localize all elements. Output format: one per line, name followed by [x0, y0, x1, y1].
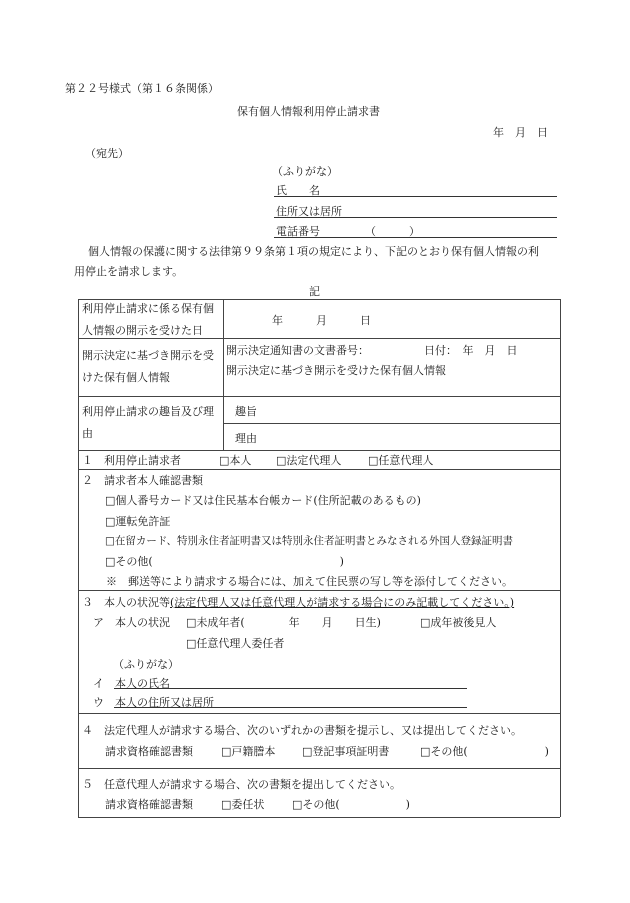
intro-line-1: 個人情報の保護に関する法律第９９条第１項の規定により、下記のとおり保有個人情報の利	[88, 245, 539, 258]
row-divider-3	[78, 450, 560, 451]
section3-a-label: ア 本人の状況	[93, 616, 170, 629]
row2-label: 開示決定に基づき開示を受けた保有個人情報	[82, 349, 214, 384]
section4-label: ４ 法定代理人が請求する場合、次のいずれかの書類を提示し、又は提出してください。	[82, 724, 522, 737]
row-divider-6	[78, 713, 560, 714]
row1-date-field[interactable]: 年 月 日	[272, 314, 371, 327]
section3-label-note: (法定代理人又は任意代理人が請求する場合にのみ記載してください。)	[170, 596, 515, 609]
requester-phone-label: 電話番号	[276, 225, 320, 238]
row-divider-7	[78, 768, 560, 769]
section2-note: ※ 郵送等により請求する場合には、加えて住民票の写し等を添付してください。	[106, 575, 513, 588]
legal-doc-registry-certificate-checkbox[interactable]: □登記事項証明書	[302, 745, 390, 758]
label-column-divider	[223, 299, 224, 450]
table-left-border	[78, 299, 79, 817]
section5-label: ５ 任意代理人が請求する場合、次の書類を提出してください。	[82, 778, 401, 791]
row3-inner-divider	[223, 423, 560, 424]
requester-name-label: 氏 名	[276, 184, 320, 197]
form-number: 第２２号様式（第１６条関係）	[65, 82, 219, 95]
row-divider-2	[78, 396, 560, 397]
requester-type-self-checkbox[interactable]: □本人	[219, 454, 252, 467]
table-right-border	[560, 299, 561, 817]
row-divider-5	[78, 590, 560, 591]
row2-notice-date[interactable]: 日付： 年 月 日	[424, 344, 518, 357]
row-divider-4	[78, 469, 560, 470]
id-doc-residence-card-checkbox[interactable]: □在留カード、特別永住者証明書又は特別永住者証明書とみなされる外国人登録証明書	[105, 535, 513, 547]
status-minor-checkbox[interactable]: □未成年者( 年 月 日生)	[186, 616, 381, 629]
row3-label: 利用停止請求の趣旨及び理由	[82, 405, 214, 440]
row1-label: 利用停止請求に係る保有個人情報の開示を受けた日	[82, 302, 214, 337]
id-doc-my-number-checkbox[interactable]: □個人番号カード又は住民基本台帳カード(住所記載のあるもの)	[105, 494, 421, 507]
requester-phone-parens: （ ）	[365, 225, 420, 238]
principal-name-label: イ 本人の氏名	[93, 677, 170, 690]
section3-label	[82, 594, 514, 610]
intro-line-2: 用停止を請求します。	[74, 265, 184, 278]
row3-purpose[interactable]: 趣旨	[235, 405, 257, 418]
requester-phone-line[interactable]	[274, 237, 557, 238]
section2-label: ２ 請求者本人確認書類	[82, 474, 203, 487]
status-delegator-checkbox[interactable]: □任意代理人委任者	[186, 637, 285, 650]
principal-furigana-label: （ふりがな）	[113, 658, 179, 671]
legal-doc-other-checkbox[interactable]: □その他( )	[420, 745, 549, 758]
requester-address-line[interactable]	[274, 217, 557, 218]
section4-docs-label: 請求資格確認書類	[105, 745, 193, 758]
voluntary-doc-other-checkbox[interactable]: □その他( )	[292, 798, 410, 811]
requester-address-label: 住所又は居所	[276, 205, 342, 218]
table-bottom-border	[78, 817, 560, 818]
row3-reason[interactable]: 理由	[235, 432, 257, 445]
row2-doc-number[interactable]: 開示決定通知書の文書番号：	[226, 344, 369, 357]
ki-heading: 記	[309, 285, 320, 298]
section5-docs-label: 請求資格確認書類	[105, 798, 193, 811]
id-doc-other-checkbox[interactable]: □その他( )	[105, 555, 344, 568]
page-title: 保有個人情報利用停止請求書	[237, 105, 380, 118]
requester-type-legal-agent-checkbox[interactable]: □法定代理人	[276, 454, 342, 467]
principal-name-line[interactable]	[114, 688, 467, 689]
requester-type-voluntary-agent-checkbox[interactable]: □任意代理人	[368, 454, 434, 467]
voluntary-doc-power-of-attorney-checkbox[interactable]: □委任状	[221, 798, 265, 811]
section1-label: １ 利用停止請求者	[82, 454, 181, 467]
legal-doc-family-register-checkbox[interactable]: □戸籍謄本	[221, 745, 276, 758]
addressee: （宛先）	[85, 147, 129, 160]
status-adult-guardianship-checkbox[interactable]: □成年被後見人	[420, 616, 497, 629]
principal-address-line[interactable]	[114, 707, 467, 708]
principal-address-label: ウ 本人の住所又は居所	[93, 696, 214, 709]
requester-furigana-label: （ふりがな）	[272, 165, 338, 178]
id-doc-license-checkbox[interactable]: □運転免許証	[105, 515, 171, 528]
requester-name-line[interactable]	[274, 196, 557, 197]
section3-label-prefix: ３ 本人の状況等	[82, 596, 170, 609]
row2-disclosed-info[interactable]: 開示決定に基づき開示を受けた保有個人情報	[226, 364, 446, 377]
date-placeholder: 年 月 日	[493, 126, 548, 139]
